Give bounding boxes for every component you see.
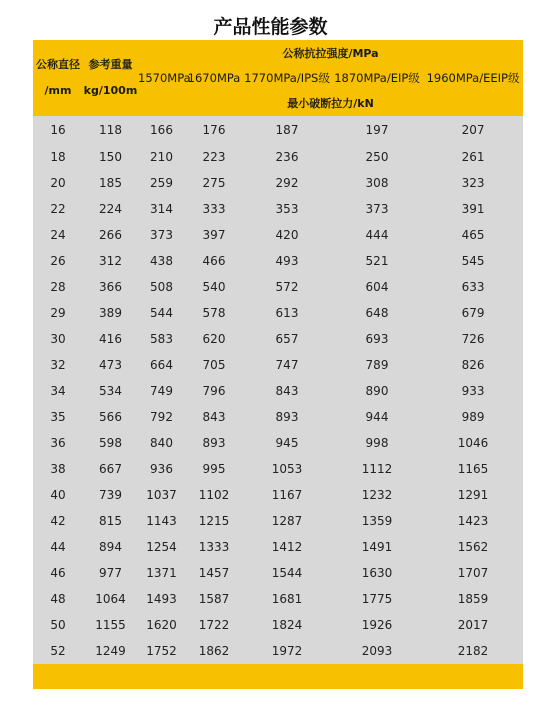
table-cell: 936 bbox=[150, 462, 173, 476]
table-cell: 826 bbox=[461, 358, 485, 372]
table-cell: 30 bbox=[50, 332, 66, 346]
table-cell: 166 bbox=[150, 123, 173, 137]
header-grade: 1770MPa/IPS级 bbox=[244, 71, 330, 85]
table-cell: 118 bbox=[99, 123, 122, 137]
table-cell: 224 bbox=[99, 202, 122, 216]
table-cell: 353 bbox=[275, 202, 299, 216]
table-row bbox=[33, 456, 523, 482]
table-cell: 789 bbox=[365, 358, 389, 372]
table-cell: 1722 bbox=[198, 618, 230, 632]
table-footer-bar bbox=[33, 664, 523, 689]
table-cell: 397 bbox=[202, 228, 226, 242]
spec-table-container bbox=[33, 40, 523, 664]
table-cell: 44 bbox=[50, 540, 66, 554]
spec-table bbox=[33, 40, 523, 664]
table-cell: 40 bbox=[50, 488, 66, 502]
table-cell: 739 bbox=[99, 488, 122, 502]
table-cell: 389 bbox=[99, 306, 122, 320]
table-cell: 444 bbox=[365, 228, 389, 242]
table-cell: 1102 bbox=[198, 488, 230, 502]
table-cell: 521 bbox=[365, 254, 389, 268]
table-cell: 26 bbox=[50, 254, 66, 268]
table-cell: 633 bbox=[461, 280, 485, 294]
table-cell: 693 bbox=[365, 332, 389, 346]
header-breaking-force: 最小破断拉力/kN bbox=[287, 97, 374, 110]
table-cell: 32 bbox=[50, 358, 66, 372]
table-cell: 223 bbox=[202, 150, 226, 164]
table-cell: 292 bbox=[275, 176, 299, 190]
table-cell: 50 bbox=[50, 618, 66, 632]
table-row bbox=[33, 482, 523, 508]
table-row bbox=[33, 508, 523, 534]
table-cell: 35 bbox=[50, 410, 66, 424]
table-cell: 747 bbox=[275, 358, 299, 372]
table-cell: 187 bbox=[275, 123, 299, 137]
table-cell: 604 bbox=[365, 280, 389, 294]
table-row bbox=[33, 612, 523, 638]
table-cell: 18 bbox=[50, 150, 66, 164]
table-cell: 314 bbox=[150, 202, 173, 216]
table-row bbox=[33, 222, 523, 248]
table-row bbox=[33, 534, 523, 560]
table-cell: 664 bbox=[150, 358, 173, 372]
table-cell: 1165 bbox=[457, 462, 489, 476]
table-cell: 1143 bbox=[146, 514, 177, 528]
table-cell: 1412 bbox=[271, 540, 303, 554]
table-cell: 815 bbox=[99, 514, 122, 528]
table-cell: 1423 bbox=[457, 514, 489, 528]
table-cell: 1630 bbox=[361, 566, 393, 580]
table-cell: 890 bbox=[365, 384, 389, 398]
table-cell: 46 bbox=[50, 566, 66, 580]
table-cell: 1752 bbox=[146, 644, 177, 658]
table-cell: 38 bbox=[50, 462, 66, 476]
table-row bbox=[33, 248, 523, 274]
header-diameter-label: 公称直径 bbox=[36, 58, 80, 71]
table-cell: 29 bbox=[50, 306, 66, 320]
table-cell: 1587 bbox=[198, 592, 230, 606]
header-weight-unit: kg/100m bbox=[83, 84, 138, 97]
table-cell: 176 bbox=[202, 123, 226, 137]
table-cell: 1112 bbox=[361, 462, 393, 476]
table-cell: 1359 bbox=[361, 514, 393, 528]
table-cell: 373 bbox=[365, 202, 389, 216]
table-cell: 1287 bbox=[271, 514, 303, 528]
header-weight bbox=[83, 40, 138, 116]
table-cell: 391 bbox=[461, 202, 485, 216]
table-cell: 323 bbox=[461, 176, 485, 190]
table-cell: 945 bbox=[275, 436, 299, 450]
table-cell: 42 bbox=[50, 514, 66, 528]
table-cell: 566 bbox=[99, 410, 122, 424]
table-cell: 583 bbox=[150, 332, 173, 346]
table-cell: 534 bbox=[99, 384, 122, 398]
table-cell: 1215 bbox=[198, 514, 230, 528]
table-cell: 657 bbox=[275, 332, 299, 346]
table-cell: 366 bbox=[99, 280, 122, 294]
table-cell: 1707 bbox=[457, 566, 489, 580]
header-grade: 1960MPa/EEIP级 bbox=[426, 71, 520, 85]
table-row bbox=[33, 326, 523, 352]
table-row bbox=[33, 300, 523, 326]
table-cell: 2093 bbox=[361, 644, 393, 658]
table-cell: 545 bbox=[461, 254, 485, 268]
table-cell: 572 bbox=[275, 280, 299, 294]
table-cell: 792 bbox=[150, 410, 173, 424]
table-cell: 312 bbox=[99, 254, 122, 268]
table-cell: 989 bbox=[461, 410, 485, 424]
table-cell: 197 bbox=[365, 123, 389, 137]
table-row bbox=[33, 274, 523, 300]
table-cell: 1775 bbox=[361, 592, 393, 606]
table-cell: 1493 bbox=[146, 592, 177, 606]
table-cell: 1254 bbox=[146, 540, 177, 554]
table-cell: 259 bbox=[150, 176, 173, 190]
table-cell: 1053 bbox=[271, 462, 303, 476]
table-cell: 893 bbox=[275, 410, 299, 424]
table-row bbox=[33, 404, 523, 430]
header-grade: 1570MPa bbox=[138, 71, 191, 85]
header-diameter bbox=[33, 40, 83, 116]
table-cell: 150 bbox=[99, 150, 122, 164]
header-grade: 1670MPa bbox=[187, 71, 241, 85]
table-cell: 266 bbox=[99, 228, 122, 242]
table-cell: 995 bbox=[202, 462, 226, 476]
table-cell: 275 bbox=[202, 176, 226, 190]
table-cell: 373 bbox=[150, 228, 173, 242]
table-cell: 726 bbox=[461, 332, 485, 346]
table-cell: 250 bbox=[365, 150, 389, 164]
header-strength: 公称抗拉强度/MPa bbox=[282, 47, 379, 60]
table-cell: 1681 bbox=[271, 592, 303, 606]
table-row bbox=[33, 144, 523, 170]
table-cell: 28 bbox=[50, 280, 66, 294]
table-cell: 1862 bbox=[198, 644, 230, 658]
table-cell: 540 bbox=[202, 280, 226, 294]
header-weight-label: 参考重量 bbox=[88, 58, 133, 71]
table-cell: 840 bbox=[150, 436, 173, 450]
table-cell: 34 bbox=[50, 384, 66, 398]
table-cell: 420 bbox=[275, 228, 299, 242]
table-row bbox=[33, 352, 523, 378]
table-cell: 210 bbox=[150, 150, 173, 164]
table-row bbox=[33, 170, 523, 196]
table-cell: 52 bbox=[50, 644, 66, 658]
table-row bbox=[33, 196, 523, 222]
table-cell: 1620 bbox=[146, 618, 177, 632]
table-cell: 48 bbox=[50, 592, 66, 606]
table-cell: 1249 bbox=[95, 644, 126, 658]
table-cell: 1491 bbox=[361, 540, 393, 554]
table-cell: 613 bbox=[275, 306, 299, 320]
table-cell: 648 bbox=[365, 306, 389, 320]
table-cell: 24 bbox=[50, 228, 66, 242]
table-cell: 1046 bbox=[457, 436, 489, 450]
table-cell: 598 bbox=[99, 436, 122, 450]
table-row bbox=[33, 638, 523, 664]
table-cell: 465 bbox=[461, 228, 485, 242]
table-cell: 2017 bbox=[457, 618, 489, 632]
header-grade: 1870MPa/EIP级 bbox=[334, 71, 420, 85]
table-cell: 1155 bbox=[95, 618, 126, 632]
table-cell: 667 bbox=[99, 462, 122, 476]
table-cell: 894 bbox=[99, 540, 122, 554]
page-title: 产品性能参数 bbox=[213, 16, 328, 38]
table-cell: 796 bbox=[202, 384, 226, 398]
table-row bbox=[33, 116, 523, 144]
table-cell: 1926 bbox=[361, 618, 393, 632]
table-row bbox=[33, 378, 523, 404]
table-cell: 578 bbox=[202, 306, 226, 320]
table-cell: 843 bbox=[202, 410, 226, 424]
table-cell: 705 bbox=[202, 358, 226, 372]
table-cell: 2182 bbox=[457, 644, 489, 658]
table-row bbox=[33, 430, 523, 456]
table-cell: 1457 bbox=[198, 566, 230, 580]
table-cell: 1167 bbox=[271, 488, 303, 502]
table-cell: 207 bbox=[461, 123, 485, 137]
table-cell: 1232 bbox=[361, 488, 393, 502]
table-cell: 236 bbox=[275, 150, 299, 164]
table-cell: 1544 bbox=[271, 566, 303, 580]
table-cell: 493 bbox=[275, 254, 299, 268]
table-cell: 977 bbox=[99, 566, 122, 580]
table-cell: 893 bbox=[202, 436, 226, 450]
table-cell: 1064 bbox=[95, 592, 126, 606]
table-row bbox=[33, 586, 523, 612]
table-cell: 333 bbox=[202, 202, 226, 216]
table-cell: 22 bbox=[50, 202, 66, 216]
table-cell: 438 bbox=[150, 254, 173, 268]
table-cell: 261 bbox=[461, 150, 485, 164]
table-cell: 544 bbox=[150, 306, 173, 320]
table-cell: 843 bbox=[275, 384, 299, 398]
table-cell: 1972 bbox=[271, 644, 303, 658]
table-cell: 473 bbox=[99, 358, 122, 372]
table-cell: 1371 bbox=[146, 566, 177, 580]
table-cell: 998 bbox=[365, 436, 389, 450]
header-diameter-unit: /mm bbox=[44, 84, 72, 97]
table-cell: 1824 bbox=[271, 618, 303, 632]
table-cell: 416 bbox=[99, 332, 122, 346]
table-cell: 749 bbox=[150, 384, 173, 398]
table-cell: 1037 bbox=[146, 488, 177, 502]
table-cell: 679 bbox=[461, 306, 485, 320]
table-row bbox=[33, 560, 523, 586]
table-cell: 620 bbox=[202, 332, 226, 346]
table-cell: 508 bbox=[150, 280, 173, 294]
table-cell: 185 bbox=[99, 176, 122, 190]
table-cell: 1291 bbox=[457, 488, 489, 502]
table-cell: 36 bbox=[50, 436, 66, 450]
table-cell: 16 bbox=[50, 123, 66, 137]
table-cell: 1859 bbox=[457, 592, 489, 606]
table-cell: 944 bbox=[365, 410, 389, 424]
table-cell: 933 bbox=[461, 384, 485, 398]
table-cell: 308 bbox=[365, 176, 389, 190]
table-cell: 466 bbox=[202, 254, 226, 268]
table-cell: 1562 bbox=[457, 540, 489, 554]
table-cell: 1333 bbox=[198, 540, 230, 554]
table-cell: 20 bbox=[50, 176, 66, 190]
